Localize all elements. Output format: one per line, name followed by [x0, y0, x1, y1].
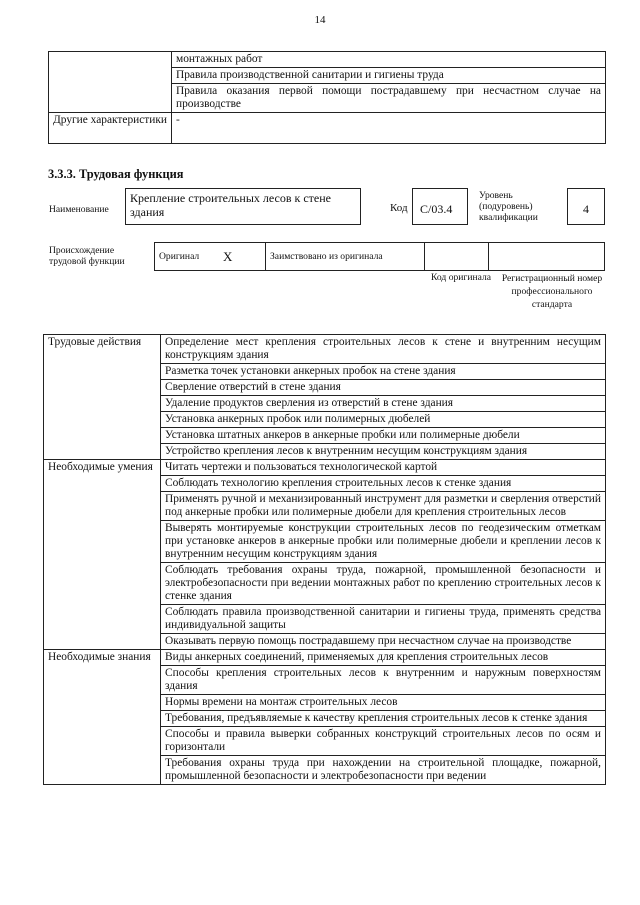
section-title: 3.3.3. Трудовая функция — [48, 167, 184, 181]
table-cell: Выверять монтируемые конструкции строительных лесов по геодезическим отметкам при установке анкеров в анкерные пробки или полимерные дюбели и креплении лесов к внутренним несущим конструкциям здания — [161, 521, 606, 563]
table-cell: Читать чертежи и пользоваться технологической картой — [161, 460, 606, 476]
table-cell: Правила оказания первой помощи пострадавшему при несчастном случае на производстве — [172, 84, 606, 113]
origin-table — [154, 242, 605, 271]
table-row — [44, 335, 606, 364]
table-cell: монтажных работ — [172, 52, 606, 68]
group-label: Необходимые знания — [44, 650, 161, 785]
table-cell: Определение мест крепления строительных лесов к стене и внутренним несущим конструкциям здания — [161, 335, 606, 364]
row-label: Другие характеристики — [49, 113, 172, 144]
row-label — [49, 52, 172, 113]
original-label: Оригинал — [155, 243, 220, 271]
table-cell: Оказывать первую помощь пострадавшему при несчастном случае на производстве — [161, 634, 606, 650]
original-mark: X — [219, 243, 266, 271]
borrowed-label: Заимствовано из оригинала — [266, 243, 425, 271]
labor-function-table — [43, 334, 606, 785]
table-cell: - — [172, 113, 606, 144]
code-label: Код — [390, 202, 408, 214]
table-cell: Соблюдать требования охраны труда, пожарной, промышленной безопасности и электробезопасности при ведении монтажных работ по креплению строительных лесов к стенке здания — [161, 563, 606, 605]
table-cell: Сверление отверстий в стене здания — [161, 380, 606, 396]
code-original-cell — [425, 243, 489, 271]
table-cell: Способы крепления строительных лесов к внутренним и наружным поверхностям здания — [161, 666, 606, 695]
table-row — [49, 113, 606, 144]
reg-number-cell — [489, 243, 605, 271]
table-cell: Удаление продуктов сверления из отверстий в стене здания — [161, 396, 606, 412]
continuation-table — [48, 51, 606, 144]
group-label: Трудовые действия — [44, 335, 161, 460]
table-cell: Виды анкерных соединений, применяемых для крепления строительных лесов — [161, 650, 606, 666]
table-cell: Способы и правила выверки собранных конструкций строительных лесов по осям и горизонтали — [161, 727, 606, 756]
function-name-value: Крепление строительных лесов к стене здания — [125, 188, 361, 225]
table-row — [49, 52, 606, 68]
table-row — [155, 243, 605, 271]
table-cell: Требования, предъявляемые к качеству крепления строительных лесов к стенке здания — [161, 711, 606, 727]
table-cell: Разметка точек установки анкерных пробок на стене здания — [161, 364, 606, 380]
table-cell: Устройство крепления лесов к внутренним несущим конструкциям здания — [161, 444, 606, 460]
table-cell: Нормы времени на монтаж строительных лесов — [161, 695, 606, 711]
group-label: Необходимые умения — [44, 460, 161, 650]
level-label: Уровень (подуровень) квалификации — [479, 190, 538, 223]
table-cell: Соблюдать правила производственной санитарии и гигиены труда, применять средства индивидуальной защиты — [161, 605, 606, 634]
table-cell: Установка штатных анкеров в анкерные пробки или полимерные дюбели — [161, 428, 606, 444]
code-value: С/03.4 — [412, 188, 468, 225]
table-cell: Применять ручной и механизированный инструмент для разметки и сверления отверстий под анкерные пробки или полимерные дюбели для крепления строительных лесов — [161, 492, 606, 521]
table-cell: Установка анкерных пробок или полимерных дюбелей — [161, 412, 606, 428]
page-number: 14 — [314, 14, 326, 26]
table-row — [44, 460, 606, 476]
table-row — [44, 650, 606, 666]
reg-number-caption: Регистрационный номер профессионального стандарта — [501, 273, 603, 310]
table-cell: Требования охраны труда при нахождении на строительной площадке, пожарной, промышленной безопасности и электробезопасности при ведении — [161, 756, 606, 785]
table-cell: Соблюдать технологию крепления строительных лесов к стенке здания — [161, 476, 606, 492]
code-original-caption: Код оригинала — [430, 272, 492, 283]
origin-label: Происхождение трудовой функции — [49, 245, 125, 267]
table-cell: Правила производственной санитарии и гигиены труда — [172, 68, 606, 84]
name-label: Наименование — [49, 204, 109, 215]
level-value: 4 — [567, 188, 605, 225]
